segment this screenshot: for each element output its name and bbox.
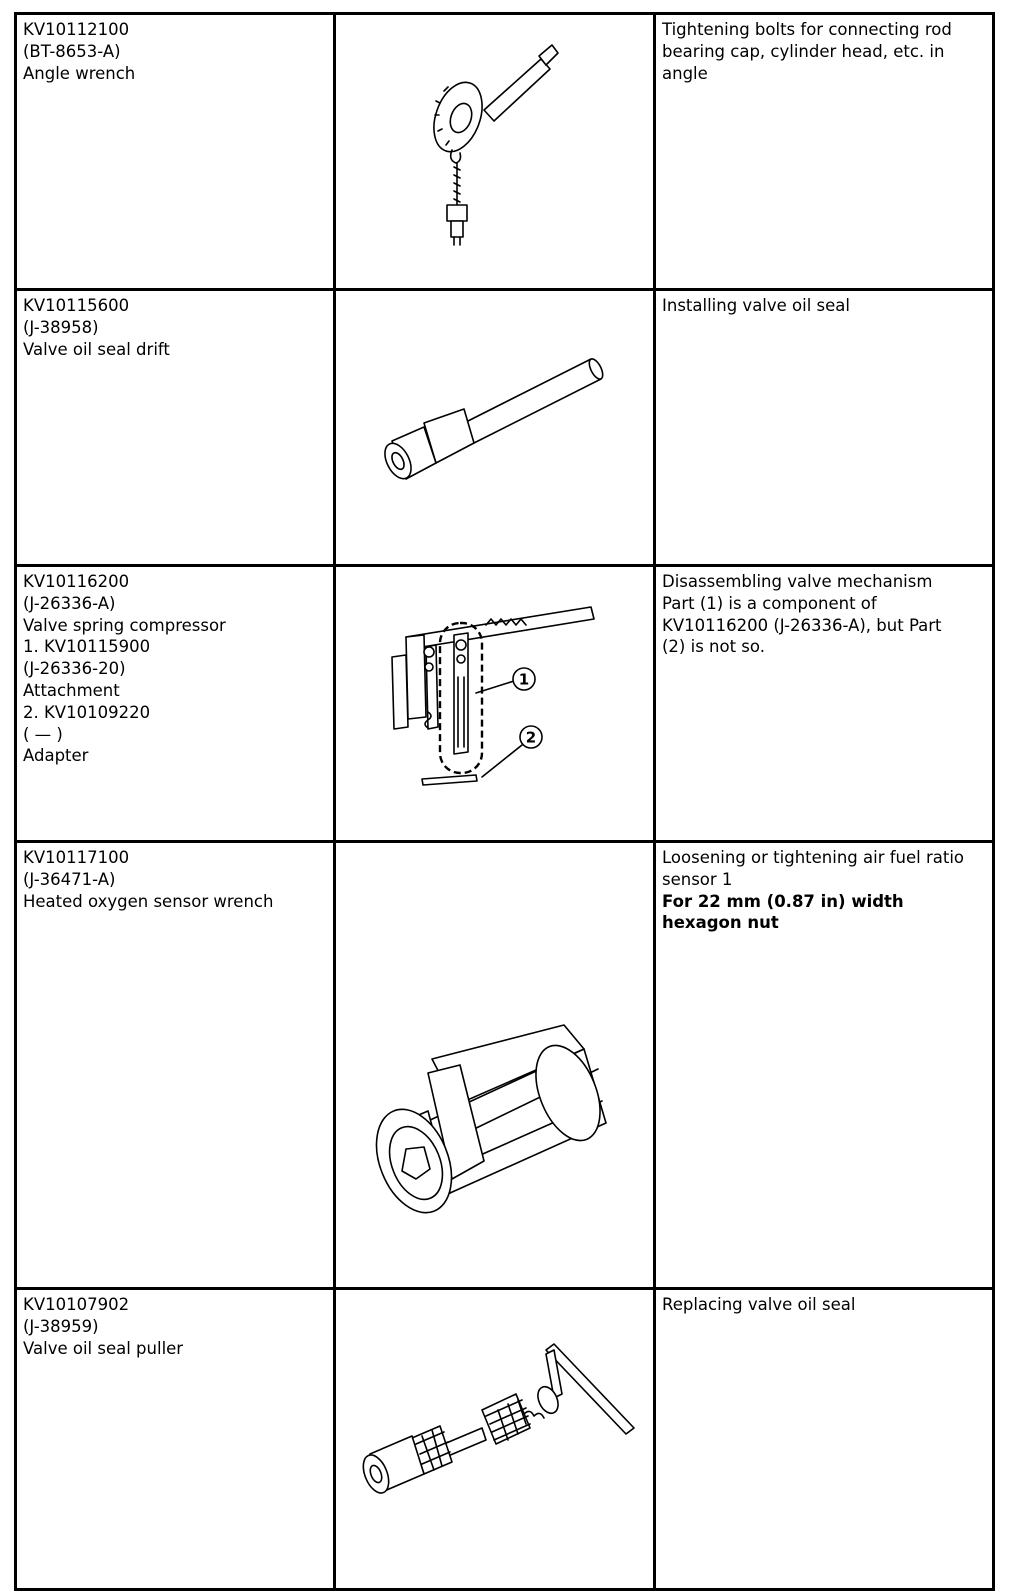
tool-description-cell (655, 842, 994, 1289)
oxygen-sensor-wrench-illustration (336, 843, 641, 1284)
attachment-alt-number: (J-26336-20) (23, 659, 126, 679)
tool-alt-number: (J-26336-A) (23, 593, 116, 613)
attachment-number: 1. KV10115900 (23, 637, 151, 657)
adapter-alt-number: ( — ) (23, 724, 63, 744)
tool-illustration-cell (335, 290, 655, 566)
tool-name-cell (16, 566, 335, 842)
tool-illustration-cell (335, 842, 655, 1289)
tool-illustration-cell (335, 1289, 655, 1590)
tool-description: Loosening or tightening air fuel ratio (662, 848, 965, 867)
tool-note: hexagon nut (662, 913, 779, 933)
callout-number: 2 (525, 728, 537, 747)
tool-description: Tightening bolts for connecting rod (662, 20, 952, 39)
tool-description-cell (655, 1289, 994, 1590)
table-row (16, 842, 994, 1289)
tool-alt-number: (BT-8653-A) (23, 41, 121, 61)
tool-number: KV10116200 (23, 572, 130, 591)
table-row (16, 1289, 994, 1590)
table-row (16, 290, 994, 566)
special-service-tools-table (14, 12, 995, 1591)
valve-oil-seal-puller-illustration (336, 1290, 641, 1585)
angle-wrench-illustration (336, 15, 641, 285)
tool-description: bearing cap, cylinder head, etc. in (662, 41, 945, 61)
tool-description: Installing valve oil seal (662, 296, 851, 315)
tool-number: KV10115600 (23, 296, 130, 315)
valve-oil-seal-drift-illustration (336, 291, 641, 561)
tool-name-cell (16, 14, 335, 290)
tool-description: (2) is not so. (662, 637, 765, 657)
tool-description: Disassembling valve mechanism (662, 572, 933, 591)
tool-name-cell (16, 842, 335, 1289)
tool-number: KV10117100 (23, 848, 130, 867)
tool-description: sensor 1 (662, 869, 733, 889)
callout-number: 1 (518, 670, 530, 689)
tool-alt-number: (J-38958) (23, 317, 99, 337)
tool-note: For 22 mm (0.87 in) width (662, 891, 904, 911)
tool-alt-number: (J-38959) (23, 1316, 99, 1336)
tool-illustration-cell (335, 566, 655, 842)
tool-name: Valve oil seal puller (23, 1338, 184, 1358)
attachment-name: Attachment (23, 680, 120, 700)
table-row (16, 14, 994, 290)
valve-spring-compressor-illustration (336, 567, 641, 837)
tool-description: Replacing valve oil seal (662, 1295, 856, 1314)
tool-number: KV10112100 (23, 20, 130, 39)
tool-name-cell (16, 290, 335, 566)
tool-illustration-cell (335, 14, 655, 290)
tool-description: Part (1) is a component of (662, 593, 877, 613)
tool-name: Heated oxygen sensor wrench (23, 891, 274, 911)
tool-name: Valve oil seal drift (23, 339, 170, 359)
tool-name-cell (16, 1289, 335, 1590)
adapter-name: Adapter (23, 746, 89, 766)
tool-name: Angle wrench (23, 63, 136, 83)
tool-description: angle (662, 63, 708, 83)
adapter-number: 2. KV10109220 (23, 702, 151, 722)
tool-description: KV10116200 (J-26336-A), but Part (662, 615, 942, 635)
tool-description-cell (655, 290, 994, 566)
tool-description-cell (655, 14, 994, 290)
tool-name: Valve spring compressor (23, 615, 226, 635)
tool-description-cell (655, 566, 994, 842)
tool-alt-number: (J-36471-A) (23, 869, 116, 889)
tool-number: KV10107902 (23, 1295, 130, 1314)
table-row (16, 566, 994, 842)
